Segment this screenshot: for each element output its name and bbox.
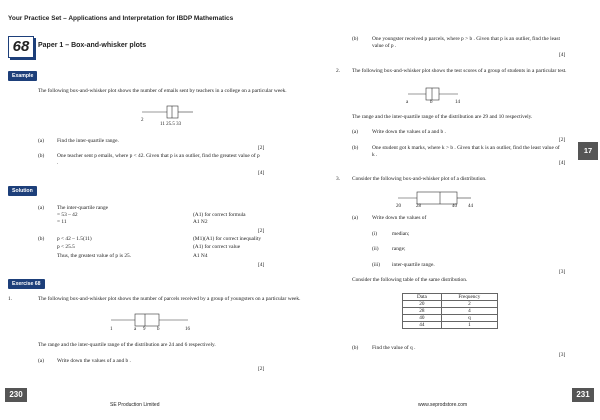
- q3a-mark: [3]: [559, 269, 566, 275]
- q3b-num: (b): [352, 345, 359, 351]
- table-cell: 4: [441, 308, 497, 315]
- solution-b-mark-3: A1 N4: [193, 253, 208, 259]
- q2a-text: Write down the values of a and b .: [372, 129, 446, 135]
- table-header-data: Data: [403, 294, 442, 301]
- solution-a-mark-1: (A1) for correct formula: [193, 212, 246, 218]
- q3-num: 3.: [336, 176, 341, 182]
- table-row: [403, 308, 498, 315]
- q3a-ii-text: range;: [392, 246, 406, 252]
- table-cell: 2: [441, 301, 497, 308]
- q1b-mark: [4]: [559, 52, 566, 58]
- solution-a-mark-2: A1 N2: [193, 219, 208, 225]
- q1b-num: (b): [352, 36, 359, 42]
- table-row: [403, 315, 498, 322]
- q2b-num: (b): [352, 145, 359, 151]
- solution-b-num: (b): [38, 236, 45, 242]
- q3-box: [417, 192, 457, 204]
- example-b-mark: [4]: [258, 170, 265, 176]
- example-b-num: (b): [38, 153, 45, 159]
- q1-label-4: b: [157, 327, 160, 332]
- table-row: [403, 301, 498, 308]
- q2b-mark: [4]: [559, 160, 566, 166]
- q3a-num: (a): [352, 215, 358, 221]
- q3a-i-text: median;: [392, 231, 410, 237]
- q2-intro: The following box-and-whisker plot shows the test scores of a group of students in a particular test.: [352, 68, 567, 74]
- solution-b-mark-2: (A1) for correct value: [193, 244, 241, 250]
- solution-a-num: (a): [38, 205, 44, 211]
- q2-label-2: b: [430, 100, 433, 105]
- q1b-text: One youngster received p parcels, where p > b . Given that p is an outlier, find the least value of p .: [372, 36, 560, 49]
- q3a-i-num: (i): [372, 231, 378, 237]
- q2-label-1: a: [406, 100, 409, 105]
- q3a-iii-text: inter-quartile range.: [392, 262, 435, 268]
- q3-intro: Consider the following box-and-whisker plot of a distribution.: [352, 176, 487, 182]
- q3b-mark: [3]: [559, 352, 566, 358]
- q1-label-2: a: [134, 327, 137, 332]
- q3-label-3: 40: [452, 204, 457, 209]
- solution-a-line-1: The inter-quartile range: [57, 205, 109, 211]
- q3a-ii-num: (ii): [372, 246, 379, 252]
- q3b-text: Find the value of q .: [372, 345, 416, 351]
- right-page-number: 231: [572, 388, 594, 402]
- example-box: [167, 106, 178, 118]
- example-b-text: One teacher sent p emails, where p < 42. Given that p is an outlier, find the greatest value of p .: [57, 153, 260, 166]
- table-cell: 28: [403, 308, 442, 315]
- chapter-title: Paper 1 – Box-and-whisker plots: [38, 42, 147, 49]
- exercise-badge: Exercise 68: [8, 279, 45, 289]
- example-a-num: (a): [38, 138, 44, 144]
- q3a-iii-num: (iii): [372, 262, 381, 268]
- table-row: [403, 322, 498, 329]
- solution-b-line-1: p < 42 – 1.5(11): [57, 236, 92, 242]
- q1-range: The range and the inter-quartile range of the distribution are 24 and 6 respectively.: [38, 342, 216, 348]
- chapter-number-box: 68: [8, 36, 34, 58]
- solution-a-total: [2]: [258, 228, 265, 234]
- q3a-text: Write down the values of: [372, 215, 427, 221]
- footer-website: www.seprodstore.com: [418, 402, 468, 408]
- q1-label-5: 16: [185, 327, 190, 332]
- q1a-mark: [2]: [258, 366, 265, 372]
- left-page-number: 230: [5, 388, 27, 402]
- q2b-text: One student got k marks, where k > b . Given that k is an outlier, find the least value of k .: [372, 145, 560, 158]
- table-cell: 44: [403, 322, 442, 329]
- example-a-text: Find the inter-quartile range.: [57, 138, 119, 144]
- book-title: Your Practice Set – Applications and Interpretation for IBDP Mathematics: [8, 15, 234, 22]
- solution-a-line-3: = 11: [57, 219, 67, 225]
- q1a-text: Write down the values of a and b .: [57, 358, 131, 364]
- q1-label-1: 1: [110, 327, 113, 332]
- q1-label-3: 9: [143, 327, 146, 332]
- example-badge: Example: [8, 71, 37, 81]
- q1-box: [135, 314, 159, 326]
- table-cell: q: [441, 315, 497, 322]
- solution-b-line-3: Thus, the greatest value of p is 25.: [57, 253, 132, 259]
- example-label-values: 11 25.5 33: [160, 122, 182, 127]
- chapter-side-tab: 17: [578, 142, 598, 160]
- q3-table-intro: Consider the following table of the same distribution.: [352, 277, 468, 283]
- q3-label-2: 28: [416, 204, 421, 209]
- table-header-row: [403, 294, 498, 301]
- table-cell: 20: [403, 301, 442, 308]
- solution-b-total: [4]: [258, 262, 265, 268]
- solution-b-mark-1: (M1)(A1) for correct inequality: [193, 236, 262, 242]
- solution-badge: Solution: [8, 186, 37, 196]
- table-cell: 1: [441, 322, 497, 329]
- solution-a-line-2: = 53 – 42: [57, 212, 78, 218]
- q1-num: 1.: [8, 296, 13, 302]
- footer-publisher: SE Production Limited: [110, 402, 160, 408]
- table-header-frequency: Frequency: [441, 294, 497, 301]
- example-intro: The following box-and-whisker plot shows the number of emails sent by teachers in a college on a particular week.: [38, 88, 287, 94]
- example-a-mark: [2]: [258, 145, 265, 151]
- q1a-num: (a): [38, 358, 44, 364]
- q3-label-4: 44: [468, 204, 473, 209]
- q2-box: [426, 88, 439, 100]
- q3-label-1: 20: [396, 204, 401, 209]
- q2a-mark: [2]: [559, 137, 566, 143]
- solution-b-line-2: p < 25.5: [57, 244, 75, 250]
- q2-num: 2.: [336, 68, 341, 74]
- q2-label-3: 14: [455, 100, 460, 105]
- q2a-num: (a): [352, 129, 358, 135]
- table-cell: 40: [403, 315, 442, 322]
- frequency-table: [402, 293, 498, 329]
- q2-range: The range and the inter-quartile range of the distribution are 29 and 10 respectively.: [352, 114, 533, 120]
- q1-intro: The following box-and-whisker plot shows the number of parcels received by a group of youngsters on a particular week.: [38, 296, 301, 302]
- example-label-min: 2: [141, 118, 144, 123]
